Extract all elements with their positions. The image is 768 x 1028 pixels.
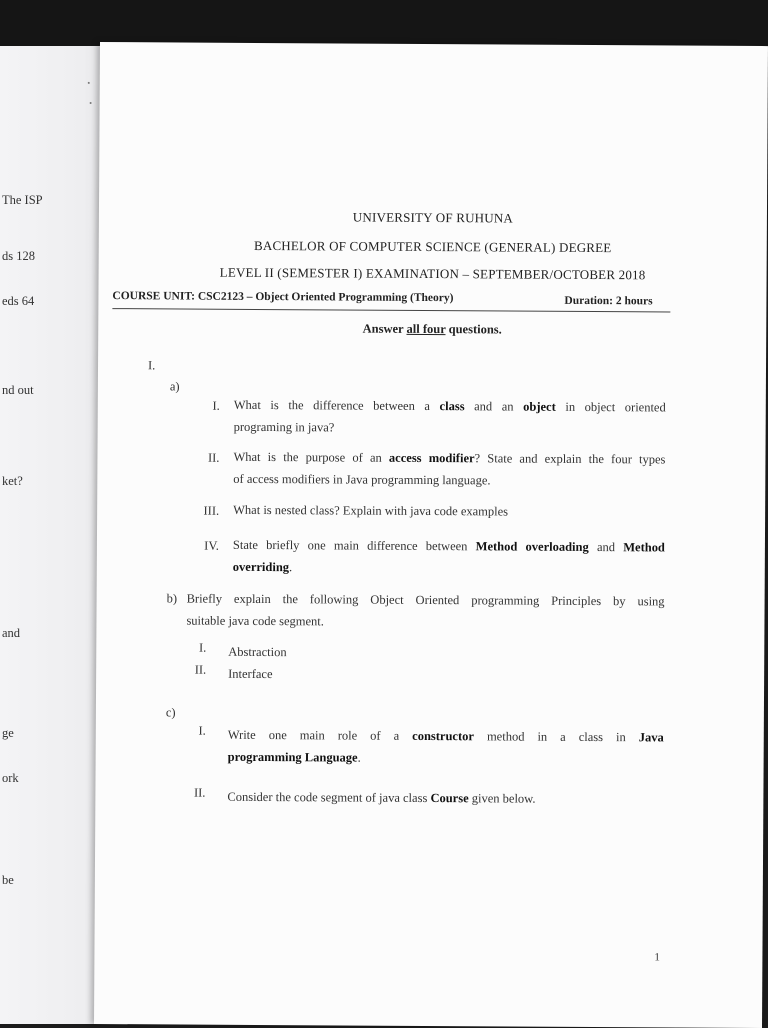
question-a-iv [233,534,665,581]
q-bold: object [523,399,556,414]
q-bold: class [439,399,465,414]
scan-speck [90,102,92,104]
item-number: III. [203,503,220,518]
principle-item: Abstraction [228,644,287,660]
q-text: What is the purpose of an [233,449,389,465]
q-text: What is nested class? Explain with java code examples [233,502,509,519]
q-bold: programming Language [227,749,358,765]
edge-fragment: eds 64 [2,294,35,308]
edge-fragment: ork [2,771,19,785]
edge-fragment: be [2,873,14,887]
q-bold: overriding [232,559,290,575]
q-bold: constructor [412,728,475,744]
question-number: I. [147,358,156,373]
university-name: UNIVERSITY OF RUHUNA [352,209,514,226]
q-text: What is the difference between a [233,397,440,414]
header-rule [112,308,670,312]
q-text: ? State and explain the four types [474,451,666,467]
course-unit: COURSE UNIT: CSC2123 – Object Oriented Programming (Theory) [112,290,454,305]
edge-fragment: ds 128 [2,249,35,263]
q-text: State briefly one main difference between [232,537,476,554]
q-bold: Method [623,540,665,555]
scan-speck [88,82,90,84]
q-text: Briefly explain the following Object Oriented programming Principles by using [186,591,665,609]
edge-fragment: ge [2,726,14,740]
duration: Duration: 2 hours [564,294,653,308]
item-number: I. [198,723,206,738]
q-text: programing in java? [233,419,335,435]
edge-fragment: and [2,626,21,640]
q-bold: access modifier [388,450,475,466]
q-text: of access modifiers in Java programming language. [233,471,491,488]
instructions [98,320,766,339]
edge-fragment: nd out [2,383,34,397]
q-text: and an [464,399,524,414]
q-text: and [588,539,624,555]
question-c-i [228,724,664,771]
degree-title: BACHELOR OF COMPUTER SCIENCE (GENERAL) DEGREE [253,237,612,256]
q-text: suitable java code segment. [186,613,324,629]
question-a-i [234,394,666,441]
edge-fragment: ket? [2,474,23,488]
instructions-text: questions. [445,322,502,337]
exam-title: LEVEL II (SEMESTER I) EXAMINATION – SEPTEMBER/OCTOBER 2018 [219,264,646,283]
item-number: I. [212,398,220,413]
q-text: given below. [468,791,536,806]
q-text: Consider the code segment of java class [227,789,431,806]
q-text: . [289,560,293,575]
item-number: I. [198,640,207,655]
q-bold: Method overloading [475,539,589,554]
question-a-ii [233,446,665,493]
page-number: 1 [654,951,660,964]
q-bold: Java [638,730,664,745]
item-number: IV. [204,538,219,553]
q-bold: Course [430,791,469,806]
exam-page [94,42,768,1028]
q-text: in object oriented [555,399,666,415]
question-b [186,588,664,635]
edge-fragment: The ISP [2,193,43,207]
scan-top-shadow [0,0,768,48]
question-c-ii [227,786,535,810]
part-b-label: b) [166,591,178,606]
part-a-label: a) [169,379,180,394]
q-text: Write one main role of a [227,727,413,743]
instructions-text: Answer [362,321,407,336]
question-a-iii [233,499,665,524]
instructions-emphasis: all four [406,321,446,337]
item-number: II. [194,662,207,677]
item-number: II. [207,450,220,465]
item-number: II. [193,785,206,800]
q-text: method in a class in [473,729,639,745]
principle-item: Interface [228,666,273,682]
part-c-label: c) [165,705,176,720]
q-text: . [357,750,361,765]
